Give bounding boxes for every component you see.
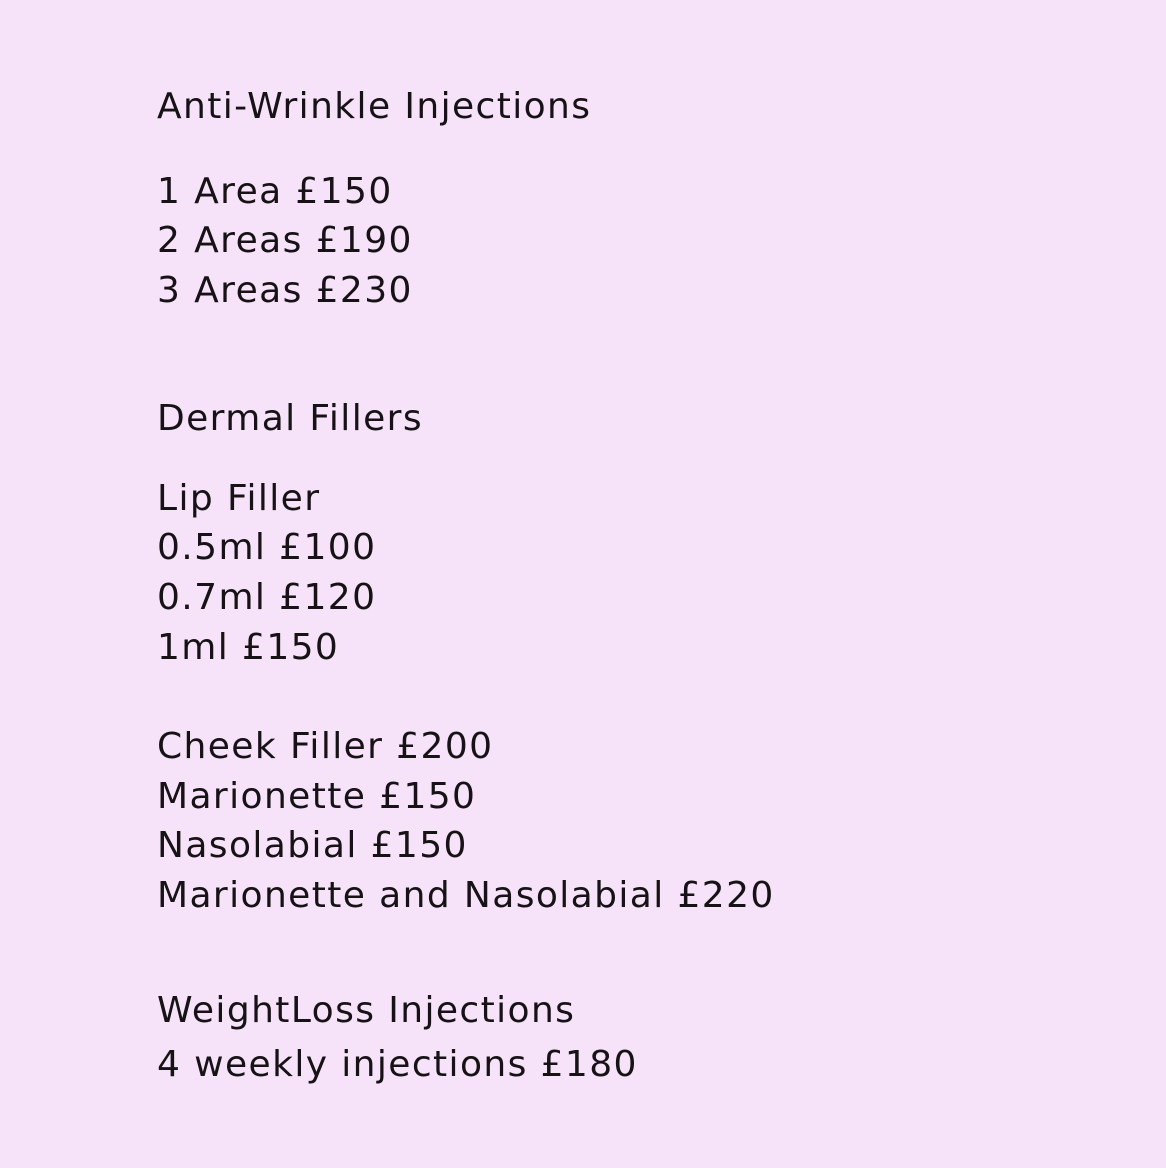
price-item: 1 Area £150	[157, 171, 393, 212]
price-item: 1ml £150	[157, 627, 340, 668]
section-title-weight-loss: WeightLoss Injections	[157, 990, 576, 1031]
price-item: Marionette £150	[157, 776, 477, 817]
subsection-title-lip-filler: Lip Filler	[157, 478, 321, 519]
price-item: Cheek Filler £200	[157, 726, 494, 767]
price-item: 0.5ml £100	[157, 527, 377, 568]
price-item: Marionette and Nasolabial £220	[157, 875, 775, 916]
price-item: 0.7ml £120	[157, 577, 377, 618]
price-item: 2 Areas £190	[157, 220, 413, 261]
section-title-anti-wrinkle: Anti-Wrinkle Injections	[157, 86, 592, 127]
price-item: Nasolabial £150	[157, 825, 468, 866]
price-item: 4 weekly injections £180	[157, 1044, 638, 1085]
section-title-dermal-fillers: Dermal Fillers	[157, 398, 424, 439]
price-item: 3 Areas £230	[157, 270, 413, 311]
